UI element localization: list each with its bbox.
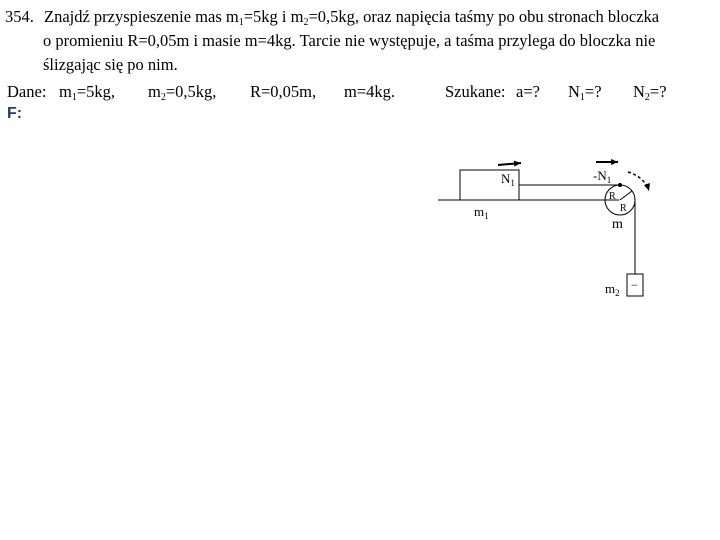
sought-a: a=? — [516, 82, 540, 101]
label-radius-inner: R — [609, 191, 616, 202]
forces-label: F: — [7, 105, 23, 122]
pulley-radius-line — [620, 191, 632, 200]
label-minus-n1: $-N_1$ — [593, 168, 612, 185]
problem-number: 354. — [5, 7, 34, 26]
given-label: Dane: — [7, 82, 47, 101]
label-radius-outer: R — [620, 203, 627, 214]
given-mass: m=4kg. — [344, 82, 396, 101]
given-m2: $m_2=0,5kg$, — [148, 82, 217, 103]
pulley-contact-point — [618, 183, 622, 187]
label-m2-mark: − — [631, 278, 638, 292]
tension-arrow-n1 — [498, 163, 521, 165]
label-m2: $m_2$ — [605, 281, 620, 298]
sought-n2: $N_2=$? — [633, 82, 667, 103]
label-pulley-mass: m — [612, 217, 623, 232]
given-radius: R=0,05m, — [250, 82, 317, 101]
sought-n1: $N_1=$? — [568, 82, 602, 103]
rotation-arrow-head — [644, 183, 650, 191]
label-n1: $N_1$ — [501, 171, 515, 188]
given-m1: $m_1=5kg$, — [59, 82, 116, 103]
problem-line-3: ślizgając się po nim. — [43, 55, 178, 74]
problem-line-2: o promieniu R=0,05m i masie m=4kg. Tarcie nie występuje, a taśma przylega do bloczka nie — [43, 31, 656, 50]
sought-label: Szukane: — [445, 82, 506, 101]
problem-line-1: Znajdź przyspieszenie mas $m_1=5kg$ i $m_2=0,5kg$, oraz napięcia taśmy po obu stronach bloczka — [44, 7, 660, 28]
label-m1: $m_1$ — [474, 204, 489, 221]
